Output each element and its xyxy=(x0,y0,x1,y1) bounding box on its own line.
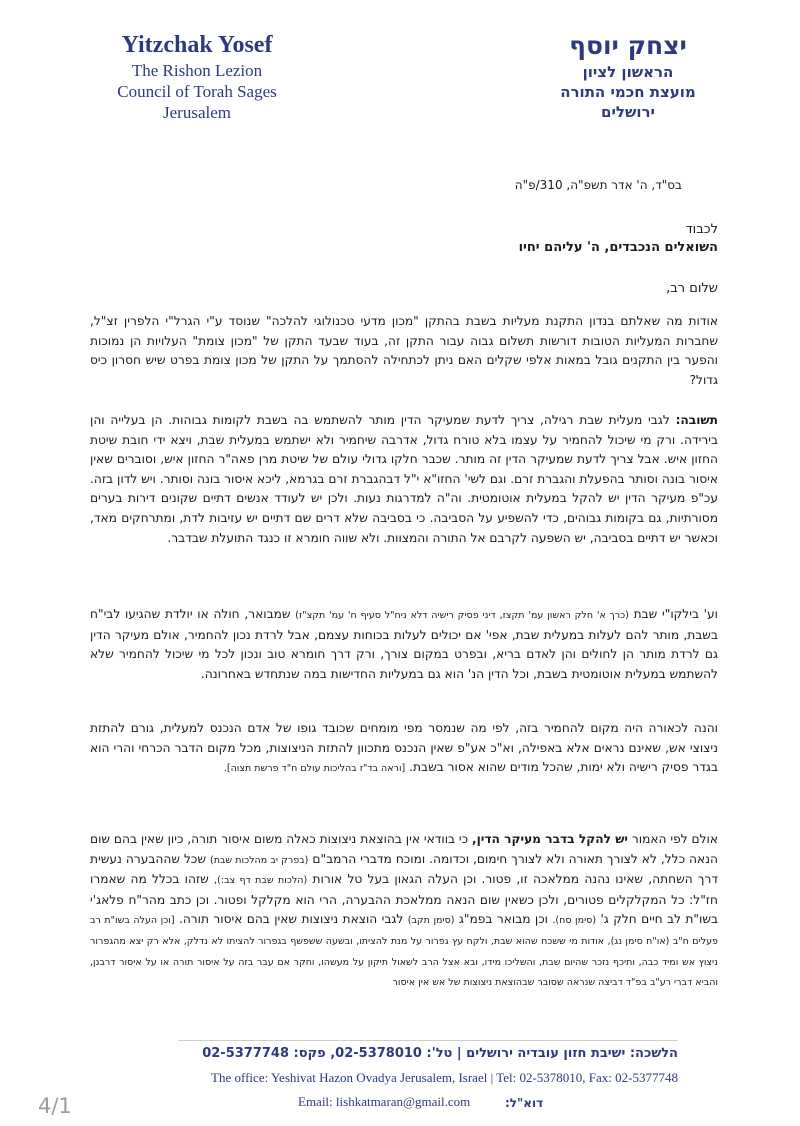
leniency-source-1: (בפרק יב מהלכות שבת) xyxy=(209,854,309,866)
question-paragraph xyxy=(90,312,718,390)
leniency-source-2: (הלכות שבת דף צב:), xyxy=(214,875,308,887)
leniency-text-a: כי בוודאי אין בהוצאת ניצוצות כאלה משום איסור תורה, כיון שאין בהם שום הנאה כלל, לא לצורך תאורה ולא לצורך חימום, וכדומה. ומוכח מדברי הרמב"ם xyxy=(90,832,719,866)
leniency-lead: אולם לפי האמור xyxy=(631,832,718,846)
letterhead-hebrew xyxy=(528,30,728,122)
letterhead-he-name: יצחק יוסף xyxy=(569,31,687,60)
answer-label: תשובה: xyxy=(675,413,718,427)
footer-email-hebrew-label: דוא"ל: xyxy=(505,1096,544,1110)
sparks-source: [וראה בד"ז בהליכות עולם ח"ד פרשת תצוה]. xyxy=(223,763,406,775)
yalkut-lead: וע' בילקו"י שבת xyxy=(633,607,718,621)
letterhead-en-title: The Rishon Lezion xyxy=(131,61,263,80)
letterhead-en-name: Yitzchak Yosef xyxy=(121,32,273,58)
page-indicator: 4/1 xyxy=(38,1094,72,1118)
question-text: אודות מה שאלתם בנדון התקנת מעליות בשבת בהתקן "מכון מדעי טכנולוגי להלכה" שנוסד ע"י הגרל"י הלפרין זצ"ל, שחברות המעליות הטובות דורשות תשלום גבוה עבור התקן זה, בעוד שבעד התקן של "מכון צומת" העלויות הן נמוכות והפער בין התקנים גובל במאות אלפי שקלים האם ניתן לכתחילה להסתמך על התקן של מכון צומת בפרט שיש חסרון כיס גדול? xyxy=(90,314,718,387)
footer-divider xyxy=(178,1040,678,1041)
answer-text: לגבי מעלית שבת רגילה, צריך לדעת שמעיקר הדין מותר להשתמש בה בשבת לקומות גבוהות. הן בעלייה והן בירידה. ורק מי שיכול להחמיר על עצמו בלא טורח גדול, אדרבה שיחמיר ולא ישתמש במעלית שבת, ויצא ידי חובת שיטת החזון איש. אבל צריך לדעת שמעיקר הדין זה מותר. שכבר חלקו גדולי עולם של שיטת מרן פאה"ר החזון איש, וסוברים שאין איסור בונה וסותר בהפעלת והגברת זרם. וגם לשי' החזו"א י"ל דבהגברת זרם בגרמא, ליכא איסור בונה וסותר. ויש לדון בזה. עכ"פ מעיקר הדין יש להקל במעלית אוטומטית. וה"ה למדרגות נעות. ולכן יש לעודד אנשים דתיים שקונים דירות בערים מסורתיות, גם בקומות גבוהים, כדי להשפיע על הסביבה. כי בסביבה שלא דרים שם דתיים יש עזיבות לדת, ומתרחקים מאד, וכאשר יש דתיים בסביבה, יש השפעה לקרבם אל התורה והמצוות. ולא שווה חומרא זו כנגד התועלת שבדבר. xyxy=(90,413,718,545)
leniency-source-5: [וכן העלה בשו"ת רב פעלים ח"ב (או"ח סימן נג), אודות מי ששכח שהוא שבת, ולקח עץ גפרור על מנת להציתו, ובשעה ששפשף בגפרור להציתו לא נדלק, אלא רק יצא מהגפרור ניצוץ אש ומיד כבה, ותיכף נזכר שהיום שבת, והשליכו מידו, ובא אצל הרב לשאול תיקון על מעשהו, וחקר אם עבר בזה על איסור תורה או על איסור דרבנן, והביא דברי רע"ב בפ"ד דביצה שנראה שסובר שבהוצאת ניצוצות של אש אין איסור xyxy=(90,915,718,989)
yalkut-source: (כרך א' חלק ראשון עמ' תקצז, דיני פסיק רישיה דלא ניח"ל סעיף ח' עמ' תקצ"ז) xyxy=(295,610,629,621)
letterhead-en-city: Jerusalem xyxy=(163,103,231,122)
address-to: לכבוד xyxy=(685,222,718,237)
footer-english-office: The office: Yeshivat Hazon Ovadya Jerusalem, Israel | Tel: 02-5378010, Fax: 02-5377748 xyxy=(211,1070,678,1085)
sparks-text: והנה לכאורה היה מקום להחמיר בזה, לפי מה שנמסר מפי מומחים שכובד גופו של אדם הנכנס למעלית, גורם להתזת ניצוצי אש, שאינם נראים אלא באפילה, וא"כ אע"פ שאין הנכנס מתכוון להתזת הניצוצות, מכל מקום הדבר הכרחי והרי הוא בגדר פסיק רישיה ולא ימות, שהכל מודים שהוא אסור בשבת. xyxy=(90,721,718,775)
recipients: השואלים הנכבדים, ה' עליהם יחיו xyxy=(518,240,718,255)
leniency-source-3: (סימן סח). xyxy=(552,915,597,927)
letterhead-he-council: מועצת חכמי התורה xyxy=(560,83,696,101)
leniency-text-e: לגבי הוצאת ניצוצות שאין בהם איסור תורה. xyxy=(178,912,404,927)
leniency-text-d: וכן מבואר בפמ"ג xyxy=(458,912,548,927)
letter-reference: בס"ד, ה' אדר תשפ"ה, 310/פ"ה xyxy=(514,178,682,192)
letterhead-english xyxy=(92,30,302,123)
leniency-bold: יש להקל בדבר מעיקר הדין, xyxy=(471,832,629,846)
greeting: שלום רב, xyxy=(666,281,718,296)
letterhead-he-city: ירושלים xyxy=(601,103,655,121)
yalkut-text: שמבואר, חולה או יולדת שהגיעו לבי"ח בשבת, מותר להם לעלות במעלית שבת, אפי' אם יכולים לעלות בכוחות עצמם, אבל לרדת נכון להחמיר, אולם מעיקר הדין גם לרדת מותר הן לחולים והן לאדם בריא, ובפרט במקום צורך, ורק דרך חומרא טוב ונכון לכל מי שיכול להחמיר שלא להשתמש במעלית אוטומטית בשבת, וכל הדין הנ' הוא גם במעליות החדישות במה שנתחדש באחרונה. xyxy=(90,607,718,681)
leniency-text-c: שזהו בכלל מה שאמרו חז"ל: כל המקלקלים פטורים, ולכן כשאין שום הנאה ממלאכת ההבערה, הרי הוא מקלקל ופטור. וכן כתב מהר"ח פלאג'י בשו"ת לב חיים חלק ג' xyxy=(90,872,719,927)
leniency-source-4: (סימן תקב) xyxy=(407,915,455,927)
yalkut-paragraph xyxy=(90,605,718,684)
leniency-text-b: שכל שההבערה נעשית דרך השחתה, שאינו נהנה ממלאכה זו, פטור. וכן העלה הגאון בעל טל אורות xyxy=(90,851,719,887)
letterhead-en-council: Council of Torah Sages xyxy=(117,82,277,101)
leniency-paragraph xyxy=(90,830,718,993)
footer-hebrew-office: הלשכה: ישיבת חזון עובדיה ירושלים | טל': 02-5378010, פקס: 02-5377748 xyxy=(202,1046,678,1061)
letterhead-he-title: הראשון לציון xyxy=(582,63,674,81)
sparks-paragraph xyxy=(90,719,718,779)
footer-email[interactable]: Email: lishkatmaran@gmail.com xyxy=(298,1094,471,1109)
answer-paragraph xyxy=(90,411,718,548)
